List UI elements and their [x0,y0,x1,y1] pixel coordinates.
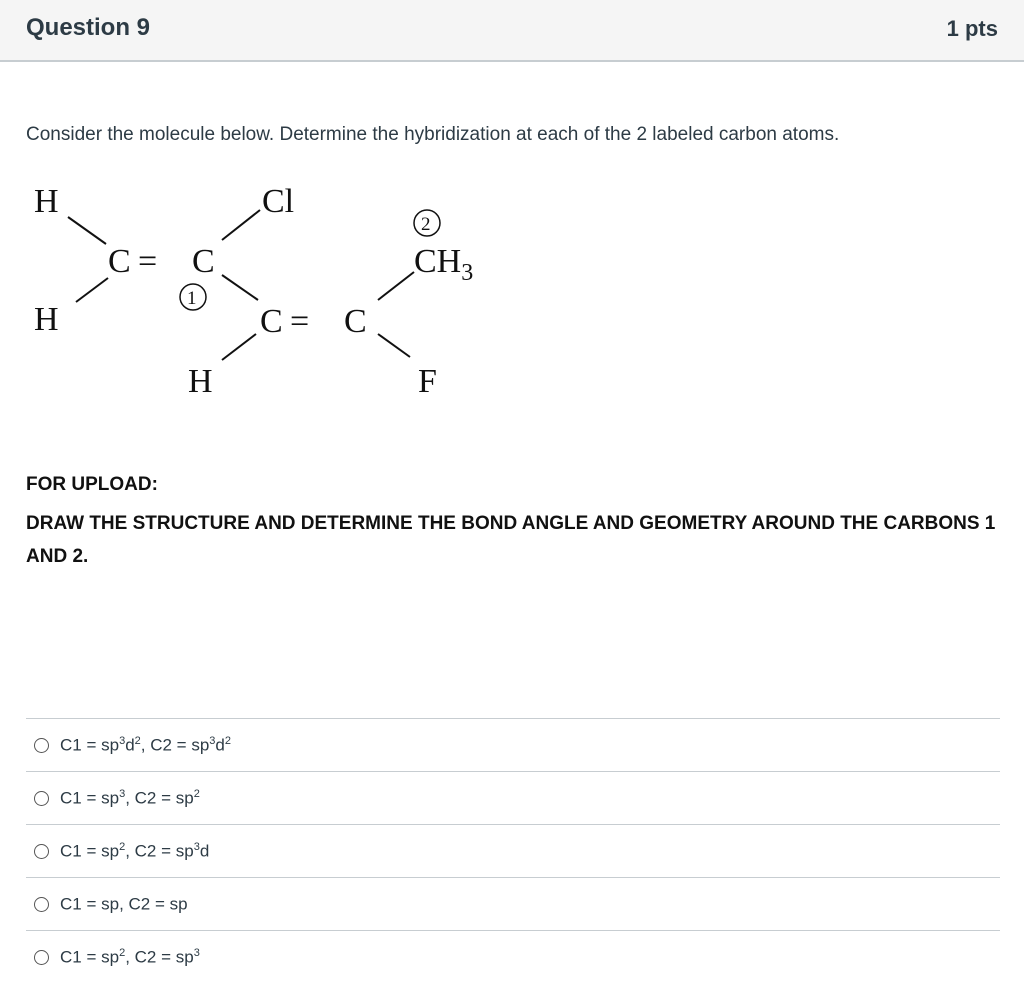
atom-h: H [188,363,213,400]
answer-option[interactable] [26,824,1000,877]
atom-c1: C [192,243,215,280]
answer-option[interactable] [26,930,1000,983]
question-prompt: Consider the molecule below. Determine the hybridization at each of the 2 labeled carbon atoms. [26,124,840,145]
bond-c1-cl [222,210,260,240]
label-2: 2 [421,214,431,235]
answer-label: $C1 = sp^3$, $C2 = sp^2$ [60,787,200,808]
atom-c2: C [344,303,367,340]
label-1-marker [180,284,206,310]
question-title: Question 9 [26,14,151,41]
answer-list [26,718,1000,983]
bond-h-c-bottom [76,278,108,302]
bond-h-c-mid [222,334,256,360]
radio-button[interactable] [34,950,49,965]
answer-label: $C1 = sp^2$, $C2 = sp^3$ [60,946,200,967]
answer-option[interactable] [26,718,1000,771]
answer-label: $C1 = sp^2$, $C2 = sp^3d$ [60,840,210,861]
radio-button[interactable] [34,791,49,806]
label-2-marker [414,210,440,236]
answer-option[interactable] [26,877,1000,930]
bond-c1-c [222,275,258,300]
answer-label: $C1 = sp^3d^2$, $C2 = sp^3d^2$ [60,734,232,755]
answer-label: C1 = sp, C2 = sp [60,894,188,914]
answer-option[interactable] [26,771,1000,824]
question-points: 1 pts [946,16,998,41]
radio-button[interactable] [34,844,49,859]
double-bond: = [138,243,158,280]
molecule-structure [26,172,546,402]
atom-h: H [34,301,59,338]
bond-h-c-top [68,217,106,244]
atom-cl: Cl [262,183,295,220]
atom-ch3: $CH_3$ [414,243,474,286]
upload-heading: FOR UPLOAD: [26,474,158,495]
radio-button[interactable] [34,738,49,753]
atom-h: H [34,183,59,220]
double-bond: = [290,303,310,340]
question-header [0,0,1024,62]
label-1: 1 [187,288,197,309]
atom-f: F [418,363,437,400]
atom-c: C [260,303,283,340]
atom-c: C [108,243,131,280]
bond-c2-ch3 [378,272,414,300]
upload-instructions: DRAW THE STRUCTURE AND DETERMINE THE BOND ANGLE AND GEOMETRY AROUND THE CARBONS 1 AND 2. [26,513,996,567]
bond-c2-f [378,334,410,357]
radio-button[interactable] [34,897,49,912]
